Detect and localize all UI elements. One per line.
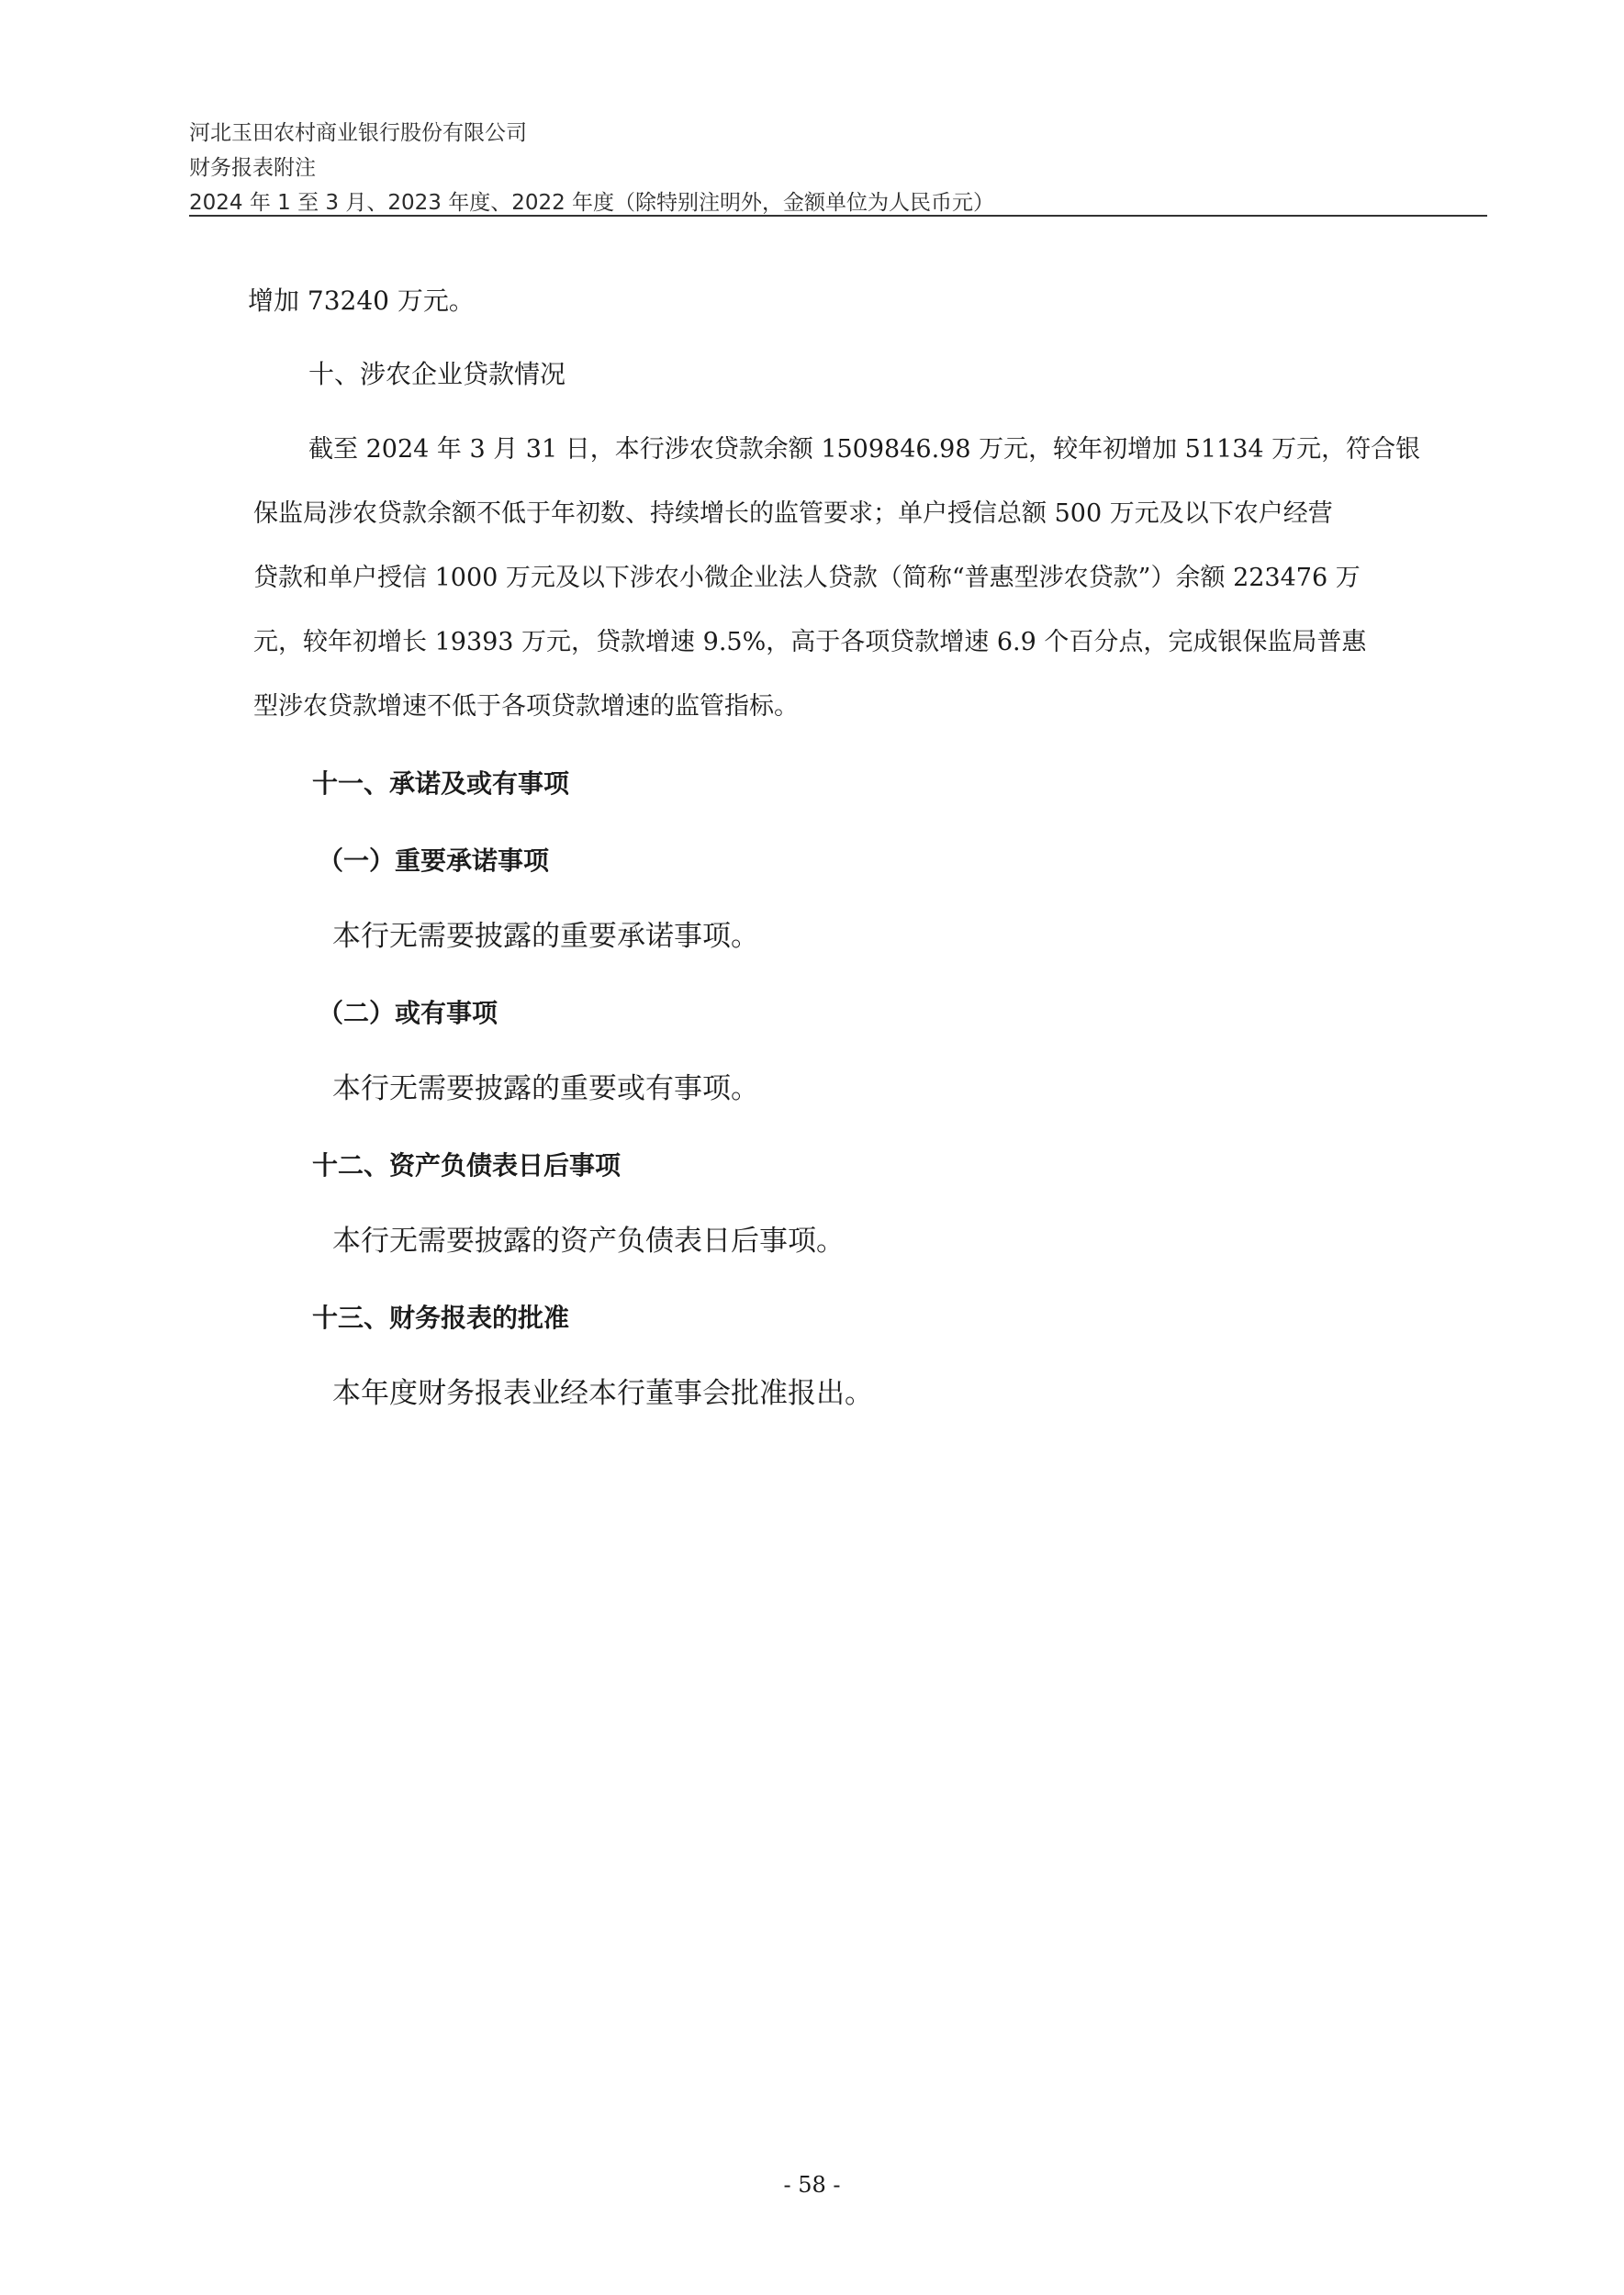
- section-13-heading: 十三、财务报表的批准: [312, 1303, 570, 1333]
- section-11-sub-2-text: 本行无需要披露的重要或有事项。: [332, 1072, 759, 1105]
- header-company-name: 河北玉田农村商业银行股份有限公司: [189, 121, 527, 145]
- section-12-text: 本行无需要披露的资产负债表日后事项。: [332, 1225, 845, 1258]
- header-divider: [189, 215, 1487, 217]
- section-11-heading: 十一、承诺及或有事项: [312, 768, 570, 799]
- section-12-heading: 十二、资产负债表日后事项: [312, 1150, 622, 1181]
- header-document-title: 财务报表附注: [189, 156, 316, 180]
- section-10-paragraph-line: 元，较年初增长 19393 万元，贷款增速 9.5%，高于各项贷款增速 6.9 个百分点，完成银保监局普惠: [253, 628, 1367, 656]
- section-10-paragraph-line: 型涉农贷款增速不低于各项贷款增速的监管指标。: [253, 692, 799, 721]
- section-10-paragraph-line: 贷款和单户授信 1000 万元及以下涉农小微企业法人贷款（简称“普惠型涉农贷款”）余额 223476 万: [253, 564, 1361, 592]
- section-10-heading: 十、涉农企业贷款情况: [308, 359, 566, 389]
- section-11-sub-1-heading: （一）重要承诺事项: [318, 845, 550, 876]
- section-11-sub-2-heading: （二）或有事项: [318, 998, 498, 1028]
- continuation-text: 增加 73240 万元。: [248, 285, 475, 316]
- header-period-note: 2024 年 1 至 3 月、2023 年度、2022 年度（除特别注明外，金额单位为人民币元）: [189, 191, 995, 215]
- section-11-sub-1-text: 本行无需要披露的重要承诺事项。: [332, 920, 759, 953]
- section-13-text: 本年度财务报表业经本行董事会批准报出。: [332, 1377, 873, 1410]
- section-10-paragraph-line: 截至 2024 年 3 月 31 日，本行涉农贷款余额 1509846.98 万元，较年初增加 51134 万元，符合银: [308, 435, 1421, 464]
- section-10-paragraph-line: 保监局涉农贷款余额不低于年初数、持续增长的监管要求；单户授信总额 500 万元及以下农户经营: [253, 499, 1333, 528]
- page-number: - 58 -: [783, 2172, 841, 2198]
- page-header: [189, 116, 1487, 220]
